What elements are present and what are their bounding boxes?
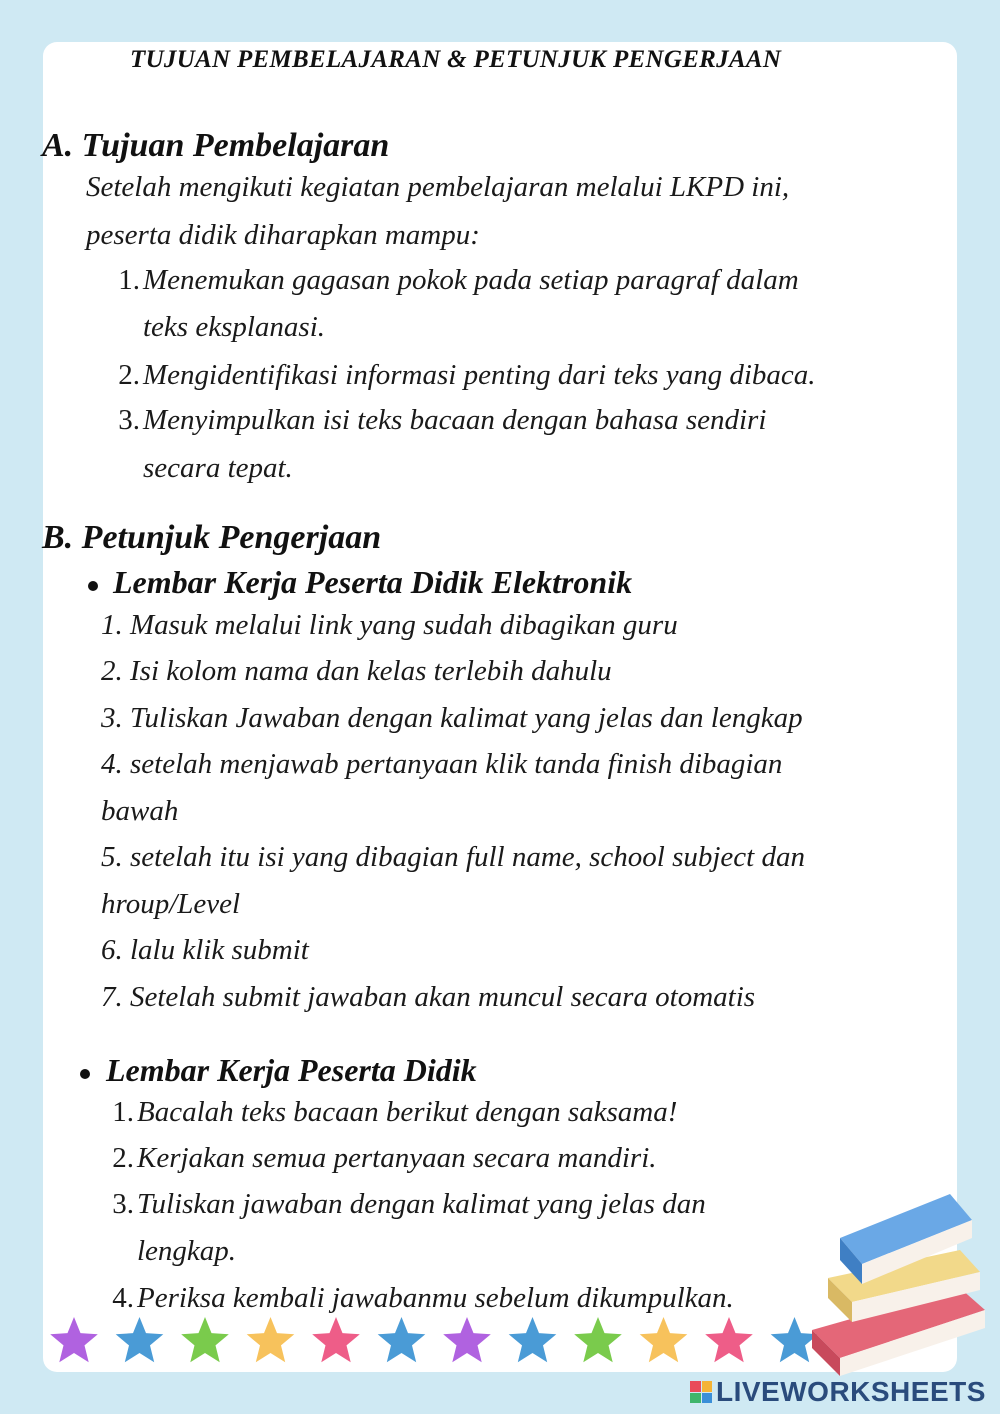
objective-text: secara tepat.	[143, 452, 293, 484]
instruction-line: 6. lalu klik submit	[101, 934, 309, 966]
step-number: 3.	[112, 1188, 134, 1220]
section-a-intro-line: peserta didik diharapkan mampu:	[86, 219, 480, 251]
star-icon	[116, 1317, 164, 1362]
objective-text: Menyimpulkan isi teks bacaan dengan bahasa sendiri	[143, 404, 767, 436]
objective-text: Menemukan gagasan pokok pada setiap paragraf dalam	[143, 264, 799, 296]
logo-text: LIVEWORKSHEETS	[716, 1376, 986, 1407]
instruction-line: 1. Masuk melalui link yang sudah dibagikan guru	[101, 609, 678, 641]
instruction-line: 5. setelah itu isi yang dibagian full name, school subject dan	[101, 841, 805, 873]
instruction-line: 7. Setelah submit jawaban akan muncul secara otomatis	[101, 981, 756, 1013]
step-text: lengkap.	[137, 1235, 237, 1267]
star-icon	[574, 1317, 622, 1362]
logo-mark-icon	[690, 1381, 712, 1403]
star-icon	[312, 1317, 360, 1362]
star-icon	[443, 1317, 491, 1362]
step-text: Kerjakan semua pertanyaan secara mandiri.	[137, 1142, 657, 1174]
objective-number: 3.	[118, 404, 140, 436]
section-b-heading: B. Petunjuk Pengerjaan	[42, 519, 382, 556]
instruction-line: 4. setelah menjawab pertanyaan klik tanda finish dibagian	[101, 748, 783, 780]
step-text: Bacalah teks bacaan berikut dengan saksama!	[137, 1096, 678, 1128]
instruction-line: hroup/Level	[101, 888, 241, 920]
instruction-line: bawah	[101, 795, 179, 827]
instruction-line: 2. Isi kolom nama dan kelas terlebih dahulu	[101, 655, 612, 687]
star-icon	[50, 1317, 98, 1362]
step-text: Periksa kembali jawabanmu sebelum dikumpulkan.	[137, 1282, 734, 1314]
instruction-line: 3. Tuliskan Jawaban dengan kalimat yang jelas dan lengkap	[101, 702, 803, 734]
star-icon	[509, 1317, 557, 1362]
star-icon	[378, 1317, 426, 1362]
objective-number: 2.	[118, 359, 140, 391]
step-number: 4.	[112, 1282, 134, 1314]
paper-lkpd-title: Lembar Kerja Peserta Didik	[106, 1052, 477, 1088]
star-icon	[247, 1317, 295, 1362]
star-icon	[705, 1317, 753, 1362]
electronic-lkpd-title: Lembar Kerja Peserta Didik Elektronik	[113, 564, 633, 600]
step-number: 1.	[112, 1096, 134, 1128]
objective-text: teks eksplanasi.	[143, 311, 326, 343]
objective-text: Mengidentifikasi informasi penting dari teks yang dibaca.	[143, 359, 816, 391]
star-icon	[181, 1317, 229, 1362]
section-a-heading: A. Tujuan Pembelajaran	[42, 127, 390, 164]
liveworksheets-logo	[690, 1374, 986, 1410]
books-illustration	[800, 1180, 995, 1380]
section-a-intro-line: Setelah mengikuti kegiatan pembelajaran melalui LKPD ini,	[86, 171, 790, 203]
step-text: Tuliskan jawaban dengan kalimat yang jelas dan	[137, 1188, 706, 1220]
step-number: 2.	[112, 1142, 134, 1174]
objective-number: 1.	[118, 264, 140, 296]
star-icon	[640, 1317, 688, 1362]
page-title: TUJUAN PEMBELAJARAN & PETUNJUK PENGERJAAN	[130, 46, 782, 73]
